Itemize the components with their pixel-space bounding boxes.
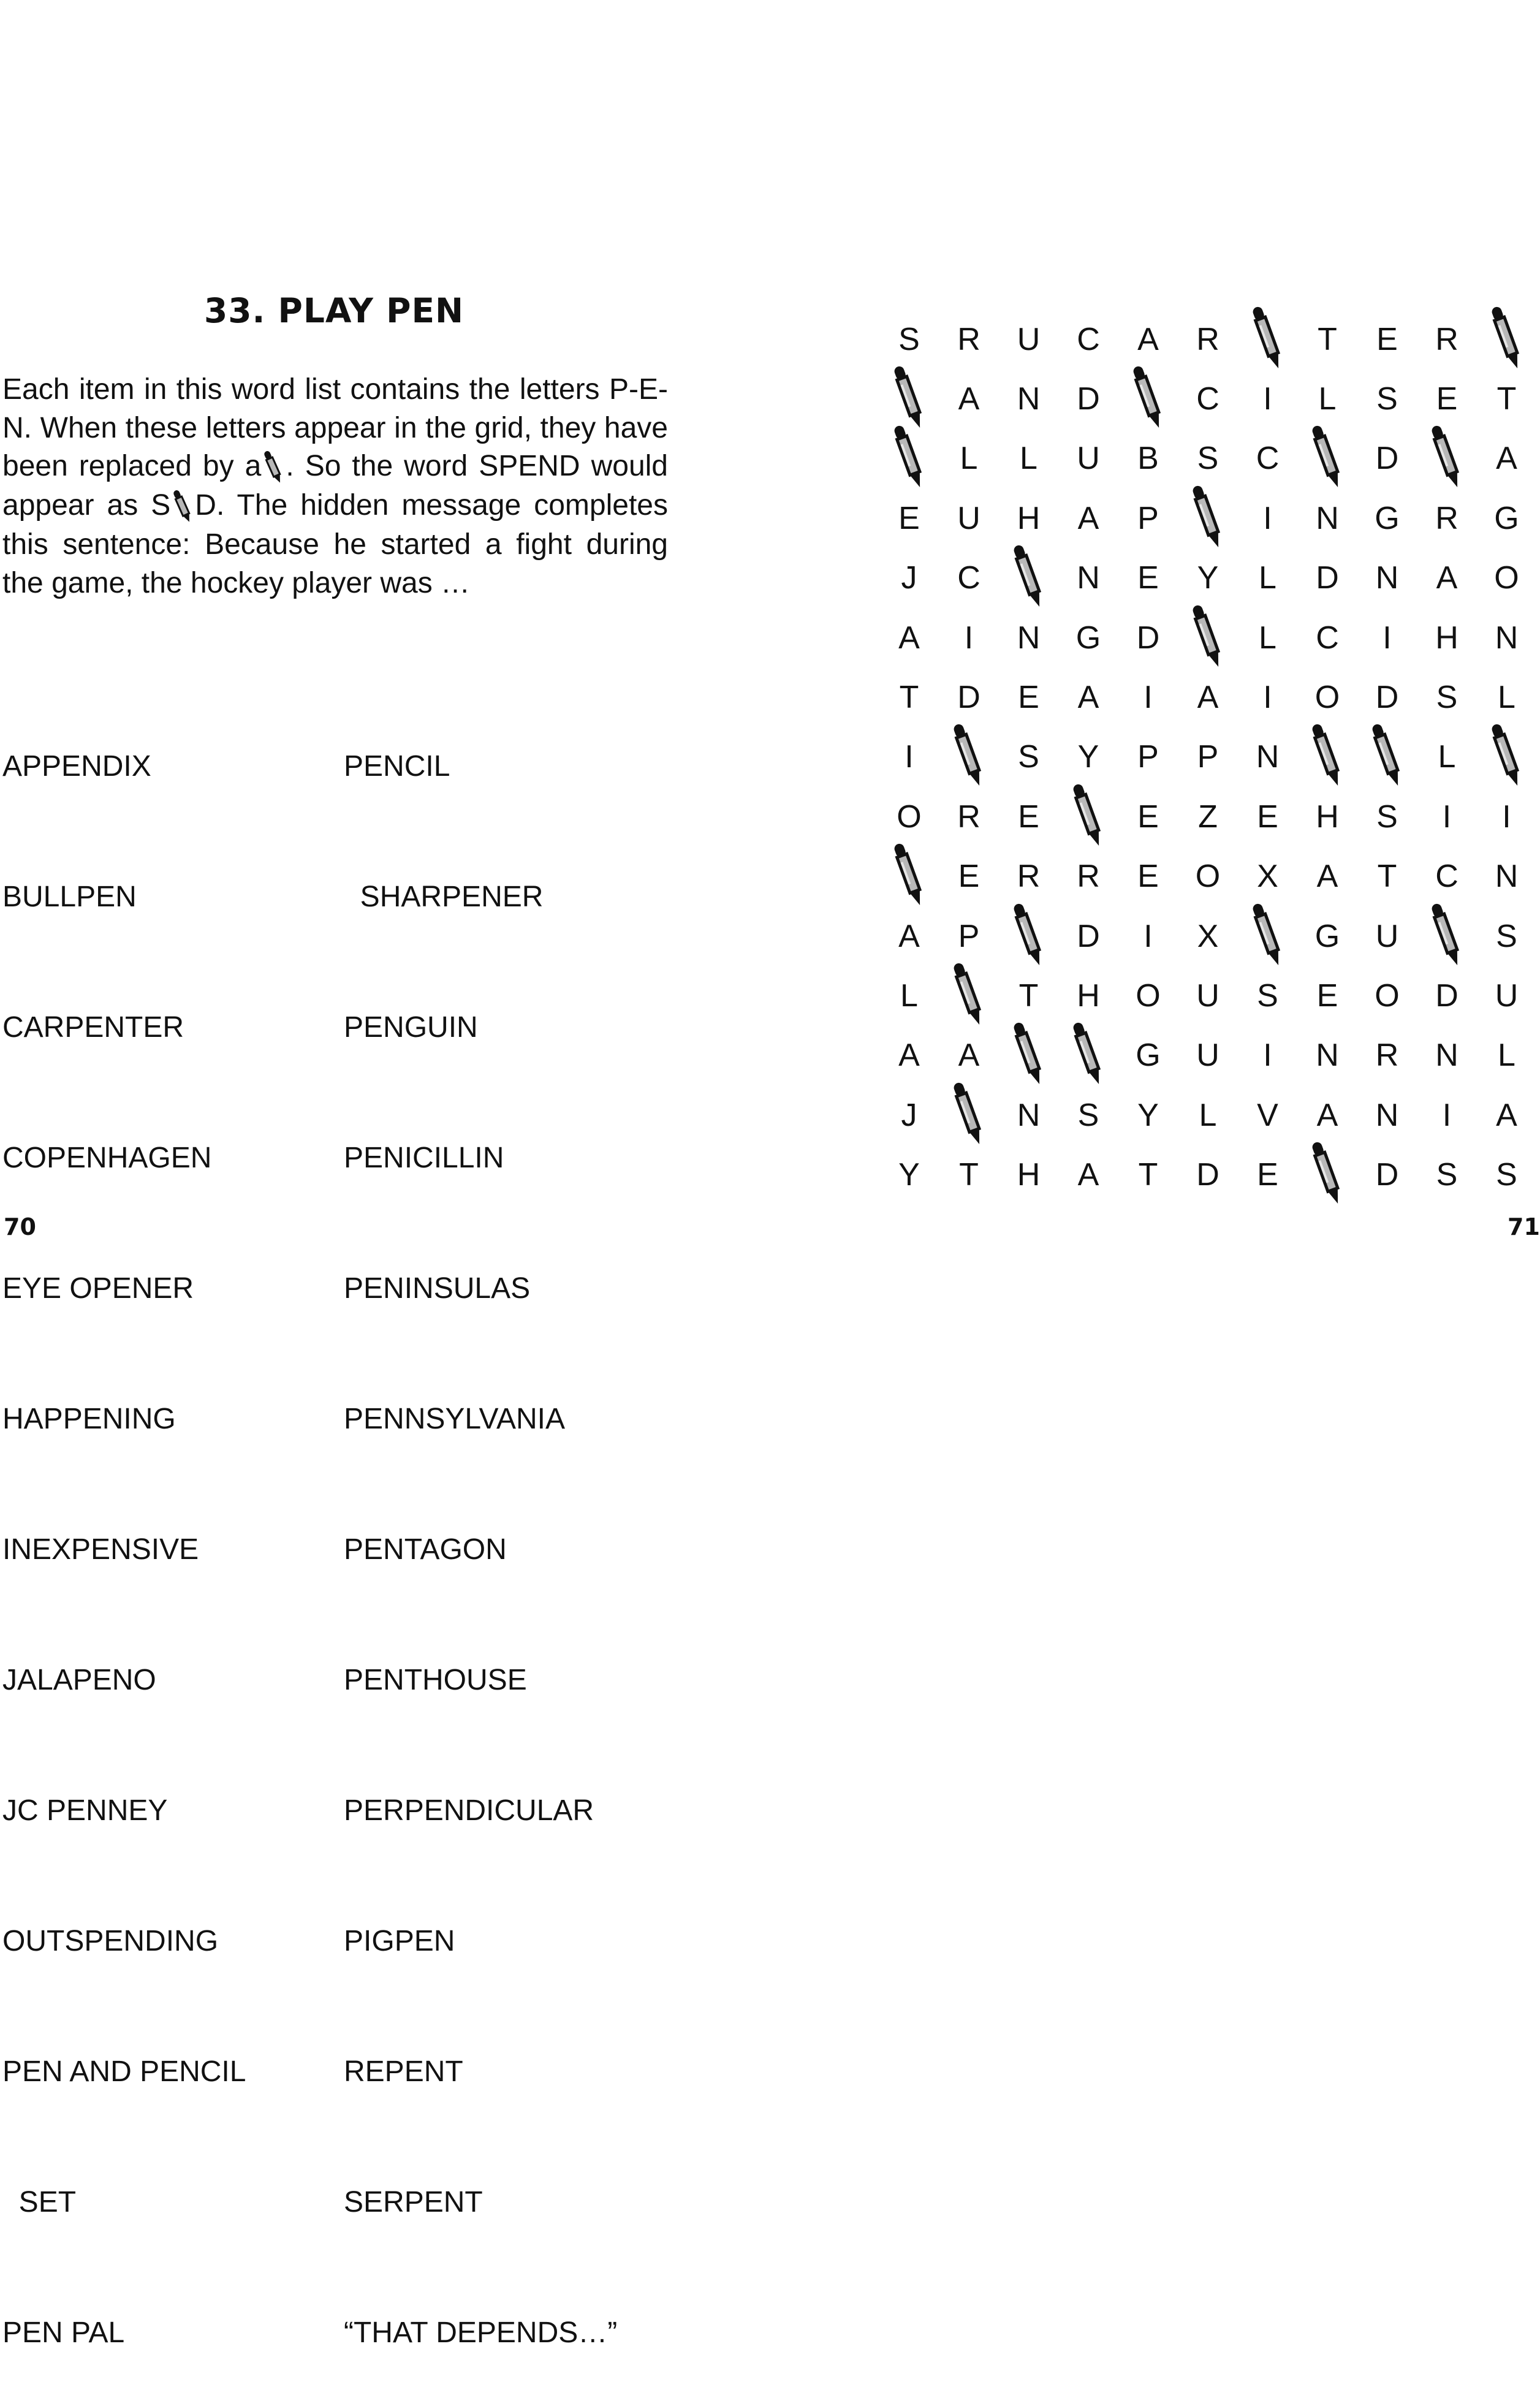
pen-icon [1477, 727, 1536, 787]
grid-letter: E [1316, 977, 1338, 1014]
grid-letter: I [1263, 381, 1272, 417]
grid-letter: U [1375, 918, 1399, 954]
word-list-item: SET [2, 2186, 77, 2218]
grid-letter: P [1137, 500, 1159, 536]
grid-letter: N [1495, 859, 1519, 895]
grid-letter: E [1137, 799, 1159, 835]
grid-letter: V [1257, 1097, 1278, 1133]
word-list-item: COPENHAGEN [2, 1142, 212, 1174]
grid-letter: Y [1077, 739, 1099, 775]
grid-letter: A [1436, 560, 1458, 596]
grid-letter: C [1256, 441, 1280, 477]
grid-letter: A [1316, 1097, 1338, 1133]
grid-letter: S [1376, 381, 1398, 417]
grid-letter: S [1197, 441, 1219, 477]
pen-icon [999, 548, 1058, 608]
grid-letter: Y [1197, 560, 1219, 596]
pen-icon [1059, 1026, 1118, 1085]
grid-letter: N [1017, 381, 1041, 417]
grid-letter: E [1257, 1157, 1278, 1193]
word-list-item: PENINSULAS [344, 1272, 531, 1305]
pen-icon [999, 1026, 1058, 1085]
grid-letter: C [1196, 381, 1219, 417]
word-list-item: PENTHOUSE [344, 1664, 527, 1696]
grid-letter: I [905, 739, 914, 775]
grid-letter: U [1017, 321, 1041, 357]
grid-letter: R [1435, 500, 1458, 536]
grid-letter: I [1383, 620, 1392, 656]
grid-letter: A [1077, 1157, 1099, 1193]
word-list-item: INEXPENSIVE [2, 1533, 199, 1566]
grid-letter: E [1257, 799, 1278, 835]
grid-letter: A [1137, 321, 1159, 357]
grid-letter: I [1442, 1097, 1452, 1133]
grid-letter: A [898, 1038, 920, 1074]
grid-letter: L [1259, 620, 1276, 656]
grid-letter: H [1077, 977, 1100, 1014]
grid-letter: A [958, 381, 980, 417]
grid-letter: E [1376, 321, 1398, 357]
intro-text-1: Each item in this word list contains the letters P-E-N. When these letters appear in the grid, they have been replaced by a [2, 373, 668, 482]
pen-icon [1417, 429, 1477, 488]
puzzle-title: 33. PLAY PEN [203, 291, 465, 330]
word-list-item: JALAPENO [2, 1664, 156, 1696]
grid-letter: J [901, 560, 917, 596]
grid-letter: U [1077, 441, 1100, 477]
grid-letter: J [901, 1097, 917, 1133]
grid-letter: T [1377, 859, 1397, 895]
grid-letter: E [1018, 799, 1039, 835]
word-list-item: “THAT DEPENDS…” [344, 2316, 618, 2349]
grid-letter: S [1436, 679, 1458, 715]
grid-letter: G [1375, 500, 1400, 536]
grid-letter: A [1077, 679, 1099, 715]
grid-letter: A [1197, 679, 1219, 715]
grid-letter: R [1435, 321, 1458, 357]
grid-letter: A [898, 918, 920, 954]
grid-letter: D [1316, 560, 1339, 596]
grid-letter: R [1077, 859, 1100, 895]
word-list-item: SERPENT [344, 2186, 483, 2218]
grid-letter: H [1017, 1157, 1041, 1193]
grid-letter: E [1137, 560, 1159, 596]
grid-letter: O [1314, 679, 1340, 715]
grid-letter: A [958, 1038, 980, 1074]
grid-letter: I [1144, 679, 1153, 715]
grid-letter: T [959, 1157, 979, 1193]
grid-letter: I [1144, 918, 1153, 954]
word-list-item: CARPENTER [2, 1011, 184, 1044]
grid-letter: S [1496, 918, 1517, 954]
grid-letter: E [1137, 859, 1159, 895]
grid-letter: P [1137, 739, 1159, 775]
grid-letter: A [1496, 441, 1517, 477]
pen-icon [1118, 369, 1178, 428]
pen-icon [939, 966, 999, 1025]
word-list-item: PENCIL [344, 750, 450, 783]
grid-letter: O [1494, 560, 1519, 596]
grid-letter: D [1136, 620, 1160, 656]
intro-text-3: D. The hidden message completes this sentence: Because he started a fight during the game, the hockey player was … [2, 489, 669, 599]
grid-letter: T [1018, 977, 1039, 1014]
grid-letter: A [1077, 500, 1099, 536]
grid-letter: E [1436, 381, 1458, 417]
grid-letter: R [957, 321, 981, 357]
grid-letter: C [1435, 859, 1458, 895]
pen-icon [939, 1085, 999, 1145]
word-list-item: PERPENDICULAR [344, 1794, 594, 1827]
word-list-item: PENGUIN [344, 1011, 478, 1044]
grid-letter: L [1318, 381, 1337, 417]
word-list-item: PENTAGON [344, 1533, 507, 1566]
grid-letter: X [1197, 918, 1219, 954]
grid-letter: S [898, 321, 920, 357]
grid-letter: R [1375, 1038, 1399, 1074]
page-number-right: 71 [1508, 1213, 1540, 1240]
pen-icon [939, 727, 999, 787]
word-list-item: PEN PAL [2, 2316, 125, 2349]
grid-letter: U [1495, 977, 1519, 1014]
grid-letter: G [1136, 1038, 1161, 1074]
grid-letter: I [964, 620, 974, 656]
grid-letter: Y [898, 1157, 920, 1193]
grid-letter: I [1263, 1038, 1272, 1074]
grid-letter: S [1376, 799, 1398, 835]
pen-icon [1178, 488, 1238, 548]
word-list-item: REPENT [344, 2055, 463, 2088]
grid-letter: E [958, 859, 980, 895]
pen-icon [879, 429, 939, 488]
grid-letter: L [1498, 679, 1515, 715]
grid-letter: I [1442, 799, 1452, 835]
grid-letter: R [957, 799, 981, 835]
grid-letter: C [1077, 321, 1100, 357]
pen-icon [1238, 906, 1297, 966]
pen-icon [1059, 787, 1118, 846]
pen-icon [1357, 727, 1417, 787]
grid-letter: T [1138, 1157, 1158, 1193]
grid-letter: L [1498, 1038, 1515, 1074]
pen-icon [1298, 429, 1357, 488]
grid-letter: N [1435, 1038, 1458, 1074]
grid-letter: D [1077, 918, 1100, 954]
grid-letter: N [1017, 620, 1041, 656]
pen-icon [1417, 906, 1477, 966]
grid-letter: D [1435, 977, 1458, 1014]
grid-letter: T [1496, 381, 1517, 417]
grid-letter: H [1316, 799, 1339, 835]
grid-letter: P [1197, 739, 1219, 775]
grid-letter: L [960, 441, 978, 477]
grid-letter: L [1020, 441, 1037, 477]
pen-icon [1238, 309, 1297, 369]
grid-letter: C [957, 560, 981, 596]
grid-letter: B [1137, 441, 1159, 477]
word-list-item: PENNSYLVANIA [344, 1403, 566, 1435]
word-list-item: PIGPEN [344, 1925, 455, 1957]
grid-letter: D [1196, 1157, 1219, 1193]
page-number-left: 70 [4, 1213, 36, 1240]
grid-letter: D [1375, 679, 1399, 715]
grid-letter: T [899, 679, 919, 715]
grid-letter: R [1017, 859, 1041, 895]
pen-icon [879, 369, 939, 428]
grid-letter: G [1314, 918, 1340, 954]
grid-letter: R [1196, 321, 1219, 357]
intro-text-2: . So the word SPEND would appear as S [2, 450, 669, 522]
grid-letter: A [1316, 859, 1338, 895]
grid-letter: L [1438, 739, 1456, 775]
grid-letter: H [1435, 620, 1458, 656]
grid-letter: Z [1198, 799, 1218, 835]
grid-letter: O [1136, 977, 1161, 1014]
grid-letter: I [1502, 799, 1511, 835]
grid-letter: P [958, 918, 980, 954]
grid-letter: S [1496, 1157, 1517, 1193]
grid-letter: I [1263, 679, 1272, 715]
grid-letter: G [1494, 500, 1519, 536]
grid-letter: D [1375, 1157, 1399, 1193]
grid-letter: N [1375, 560, 1399, 596]
grid-letter: S [1436, 1157, 1458, 1193]
grid-letter: S [1077, 1097, 1099, 1133]
grid-letter: I [1263, 500, 1272, 536]
grid-letter: L [1259, 560, 1276, 596]
grid-letter: L [1199, 1097, 1217, 1133]
pen-icon [1178, 608, 1238, 667]
word-list-item: HAPPENING [2, 1403, 176, 1435]
grid-letter: Y [1137, 1097, 1159, 1133]
grid-letter: N [1375, 1097, 1399, 1133]
grid-letter: S [1018, 739, 1039, 775]
grid-letter: E [898, 500, 920, 536]
word-list-item: PENICILLIN [344, 1142, 504, 1174]
grid-letter: N [1316, 1038, 1339, 1074]
grid-letter: N [1316, 500, 1339, 536]
word-list-item: APPENDIX [2, 750, 151, 783]
pen-icon [1477, 309, 1536, 369]
word-list-item: SHARPENER [344, 881, 544, 913]
grid-letter: U [1196, 977, 1219, 1014]
word-list-item: OUTSPENDING [2, 1925, 219, 1957]
pen-icon [1298, 727, 1357, 787]
grid-letter: O [1195, 859, 1221, 895]
grid-letter: A [898, 620, 920, 656]
grid-letter: O [897, 799, 922, 835]
grid-letter: D [1375, 441, 1399, 477]
pen-icon [879, 847, 939, 906]
grid-letter: N [1077, 560, 1100, 596]
grid-letter: U [1196, 1038, 1219, 1074]
pen-icon [999, 906, 1058, 966]
grid-letter: G [1075, 620, 1101, 656]
grid-letter: U [957, 500, 981, 536]
grid-letter: O [1375, 977, 1400, 1014]
grid-letter: N [1495, 620, 1519, 656]
pen-icon [1298, 1145, 1357, 1205]
word-list-item: JC PENNEY [2, 1794, 168, 1827]
grid-letter: T [1318, 321, 1337, 357]
grid-letter: A [1496, 1097, 1517, 1133]
grid-letter: C [1316, 620, 1339, 656]
grid-letter: N [1256, 739, 1280, 775]
word-list-item: EYE OPENER [2, 1272, 194, 1305]
grid-letter: L [900, 977, 918, 1014]
word-list-item: PEN AND PENCIL [2, 2055, 246, 2088]
grid-letter: S [1257, 977, 1278, 1014]
grid-letter: E [1018, 679, 1039, 715]
word-list-item: BULLPEN [2, 881, 137, 913]
grid-letter: D [1077, 381, 1100, 417]
grid-letter: N [1017, 1097, 1041, 1133]
grid-letter: X [1257, 859, 1278, 895]
grid-letter: D [957, 679, 981, 715]
grid-letter: H [1017, 500, 1041, 536]
